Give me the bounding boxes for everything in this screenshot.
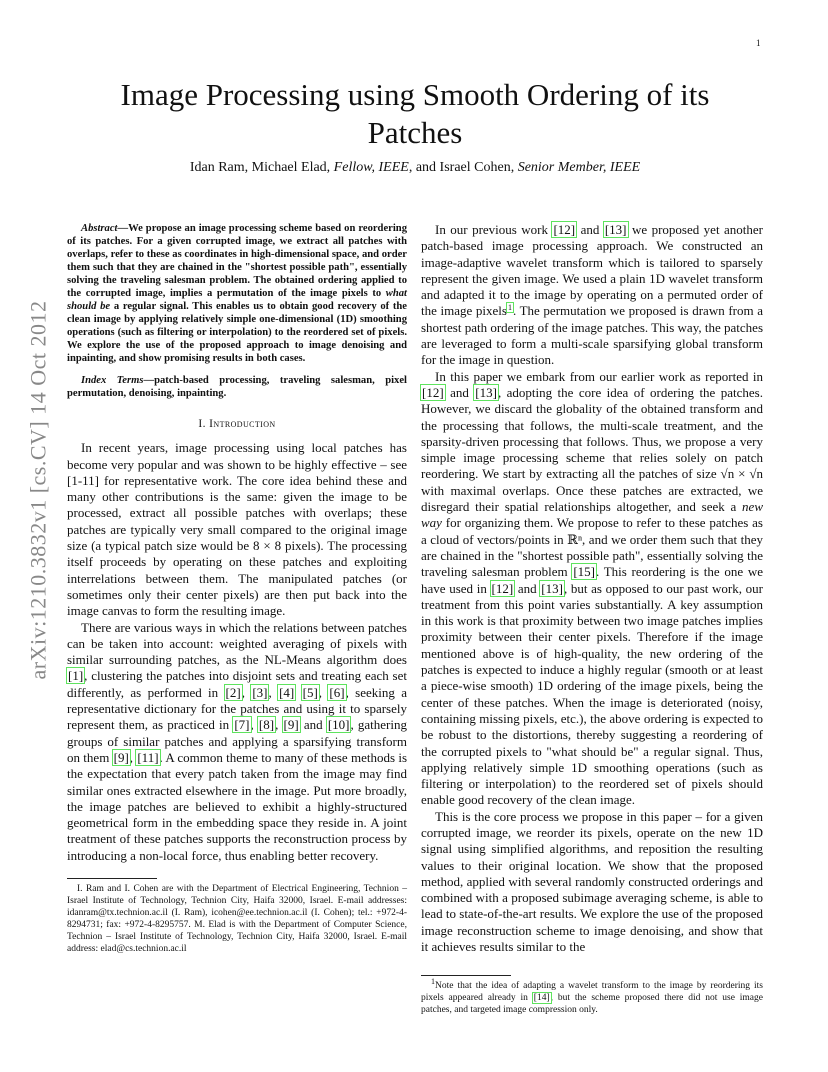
method-footnote — [421, 977, 763, 1016]
citation-link[interactable]: [3] — [252, 684, 268, 700]
footnote-divider — [67, 878, 157, 879]
right-p2-text: . This reordering is the one we have used in — [421, 564, 763, 596]
index-terms-text: —patch-based processing, traveling salesman, pixel permutation, denoising, inpainting. — [67, 375, 407, 399]
page-number: 1 — [756, 38, 761, 48]
author-names-2: , and Israel Cohen, — [408, 160, 518, 175]
intro-paragraph-2: There are various ways in which the relations between patches can be taken into account: weighted averaging of pixels with similar surrounding patches, as the NL-Means algorithm does [1], clustering the patches into disjoint sets and treating each set differently, as performed in [2], [3], [4] [5], [6], seeking a representative dictionary for the patches and using it to sparsely represent them, as practiced in [7], [8], [9] and [10], gathering groups of similar patches and applying a sparsifying transform on them [9], [11]. A common theme to many of these methods is the expectation that every patch taken from the image may find similar ones extracted elsewhere in the image. Put more broadly, the image patches are believed to exhibit a highly-structured geometrical form in the embedding space they reside in. A joint treatment of these patches supports the reconstruction process by introducing a non-local force, thus enabling better recovery. — [67, 619, 408, 863]
citation-link[interactable]: [13] — [475, 384, 497, 400]
abstract-lead: Abstract — [81, 223, 118, 234]
intro-p2-text: , seeking a representative dictionary for the patches and using it to sparsely represent them, as practiced in — [67, 684, 408, 733]
citation-link[interactable]: [7] — [234, 717, 250, 733]
citation-link[interactable]: [9] — [113, 749, 129, 765]
right-paragraph-2 — [421, 369, 763, 809]
author-list — [70, 160, 760, 176]
affiliation-footnote: I. Ram and I. Cohen are with the Department of Electrical Engineering, Technion – Israel Institute of Technology, Technion City, Haifa 32000, Israel. E-mail addresses: idanram@tx.technion.ac.il (I. Ram), icohen@ee.technion.ac.il (I. Cohen); tel.: +972-4-8294731; fax: +972-4-8295757. M. Elad is with the Department of Computer Science, Technion – Israel Institute of Technology, Technion City, Haifa 32000, Israel. E-mail address: elad@cs.technion.ac.il — [67, 884, 407, 955]
index-terms — [67, 374, 407, 400]
abstract-text: —We propose an image processing scheme based on reordering of its patches. For a given corrupted image, we extract all patches with overlaps, refer to these as coordinates in high-dimensional space, and order them such that they are chained in the "shortest possible path", essentially solving the traveling salesman problem. The obtained ordering applied to the corrupted image, implies a permutation of the image pixels to — [67, 223, 407, 299]
right-p2-italic: new way — [421, 499, 763, 531]
right-p2-text: for organizing them. We propose to refer to these patches as a cloud of vectors/points in ℝⁿ, and we order them such that they are chained in the "shortest possible path", essentially solving the traveling salesman problem — [421, 515, 763, 580]
intro-p2-text: and — [299, 717, 327, 733]
abstract-italic: what should be — [67, 288, 407, 312]
author-title-1: Fellow, IEEE — [333, 160, 409, 175]
citation-link[interactable]: [5] — [302, 684, 318, 700]
left-column — [67, 222, 407, 955]
author-title-2: Senior Member, IEEE — [517, 160, 641, 175]
right-p2-text: and — [514, 580, 541, 596]
citation-link[interactable]: [12] — [422, 384, 444, 400]
citation-link[interactable]: [9] — [283, 717, 299, 733]
arxiv-identifier: arXiv:1210.3832v1 [cs.CV] 14 Oct 2012 — [25, 300, 51, 680]
citation-link[interactable]: [2] — [225, 684, 241, 700]
intro-p2-text: , gathering groups of similar patches and applying a sparsifying transform on them — [67, 717, 407, 765]
footnote-text: Note that the idea of adapting a wavelet transform to the image by reordering its pixels appeared already in — [421, 981, 763, 1004]
right-p1-text: we proposed yet another patch-based image processing approach. We constructed an image-adaptive wavelet transform which is tailored to sparsely represent the given image. We used a plain 1D wavelet transform and adapted it to the image by operating on a permuted order of the image pixels — [421, 222, 763, 319]
intro-p2-text: There are various ways in which the relations between patches can be taken into account: weighted averaging of pixels with similar surrounding patches, as the NL-Means algorithm does — [67, 619, 407, 668]
right-p2-text: , but as opposed to our past work, our treatment from this point varies substantially. A key assumption in this work is that proximity between two image patches implies proximity between their center pixels. Therefore if the image mentioned above is of high-quality, the new ordering of the patches is expected to induce a highly regular (smooth or at least a piece-wise smooth) 1D ordering of the image pixels, being the center of these patches. When the image is deteriorated (noisy, containing missing pixels, etc.), the above ordering is expected to be robust to the distortions, thereby suggesting a reordering of the corrupted pixels to "what should be" a regular signal. Thus, applying relatively simple 1D smoothing operations (such as filtering or interpolation) to the reordered set of pixels should enable good recovery of the clean image. — [421, 580, 763, 808]
intro-p2-text: . A common theme to many of these methods is the expectation that every patch taken from the image may find similar ones extracted elsewhere in the image. Put more broadly, the image patches are believed to exhibit a highly-structured geometrical form in the embedding space they reside in. A joint treatment of these patches supports the reconstruction process by introducing a non-local force, thus enabling better recovery. — [67, 749, 408, 863]
arxiv-sidebar — [8, 295, 68, 685]
index-terms-lead: Index Terms — [81, 375, 144, 386]
citation-link[interactable]: [12] — [553, 222, 576, 237]
paper-title: Image Processing using Smooth Ordering of its Patches — [120, 77, 710, 150]
citation-link[interactable]: [4] — [279, 684, 295, 700]
footnote-text: , but the scheme proposed there did not use image patches, and targeted image compression only. — [421, 993, 763, 1016]
right-p2-text: , adopting the core idea of ordering the patches. However, we discard the globality of the obtained transform and the processing that follows, the multi-scale treatment, and the sparsity-driven processing that follows. Thus, we propose a very simple image processing scheme that relies solely on patch reordering. We start by extracting all the patches of size √n × √n with maximal overlaps. Once these patches are extracted, we disregard their spatial relationships altogether, and seek a — [421, 384, 763, 515]
right-p1-text: In our previous work — [435, 222, 553, 237]
right-paragraph-1 — [421, 222, 763, 369]
intro-paragraph-1: In recent years, image processing using local patches has become very popular and was shown to be highly effective – see [1-11] for representative work. The core idea behind these and many other contributions is the same: given the image to be processed, extract all possible patches with overlaps; these patches are typically very small compared to the original image size (a typical patch size would be 8 × 8 pixels). The processing itself proceeds by operating on these patches and exploiting interrelations between them. The manipulated patches (or sometimes only their center pixels) are then put back into the image canvas to form the resulting image. — [67, 440, 407, 619]
author-names-1: Idan Ram, Michael Elad, — [189, 160, 334, 175]
right-paragraph-3: This is the core process we propose in this paper – for a given corrupted image, we reorder its pixels, operate on the new 1D signal using simplified algorithms, and reposition the resulting values to their original location. We show that the proposed method, applied with several randomly constructed orderings and combined with a proposed subimage averaging scheme, is able to lead to state-of-the-art results. We explore the use of the proposed image reconstruction scheme to image denoising, and show that it achieves results similar to the — [421, 808, 764, 955]
right-p2-text: and — [444, 384, 475, 400]
section-heading: I. Introduction — [198, 418, 276, 430]
citation-link[interactable]: [14] — [533, 993, 550, 1004]
footnote-marker[interactable]: 1 — [507, 303, 512, 313]
citation-link[interactable]: [1] — [68, 668, 84, 684]
citation-link[interactable]: [8] — [258, 717, 275, 733]
citation-link[interactable]: [10] — [327, 717, 350, 733]
footnote-divider — [421, 975, 511, 976]
citation-link[interactable]: [15] — [573, 564, 595, 580]
right-column — [421, 222, 763, 1016]
citation-link[interactable]: [11] — [137, 749, 159, 765]
citation-link[interactable]: [6] — [329, 684, 345, 700]
right-p2-text: In this paper we embark from our earlier work as reported in — [435, 368, 763, 384]
abstract — [67, 222, 407, 365]
footnote-number: 1 — [431, 977, 435, 987]
right-p1-text: and — [576, 222, 604, 237]
abstract-text-2: a regular signal. This enables us to obtain good recovery of the clean image by applying relatively simple one-dimensional (1D) smoothing operations (such as filtering or interpolation) to the reordered set of pixels. We explore the use of the proposed approach to image denoising and inpainting, and show promising results in both cases. — [67, 301, 407, 364]
right-p1-text: . The permutation we proposed is drawn from a shortest path ordering of the image patches. This way, the patches are leveraged to form a multi-scale sparsifying global transform for the image in question. — [421, 303, 763, 368]
intro-p2-text: , clustering the patches into disjoint sets and treating each set differently, as performed in — [67, 668, 407, 700]
citation-link[interactable]: [13] — [604, 222, 627, 237]
citation-link[interactable]: [13] — [541, 580, 563, 596]
citation-link[interactable]: [12] — [491, 580, 514, 596]
